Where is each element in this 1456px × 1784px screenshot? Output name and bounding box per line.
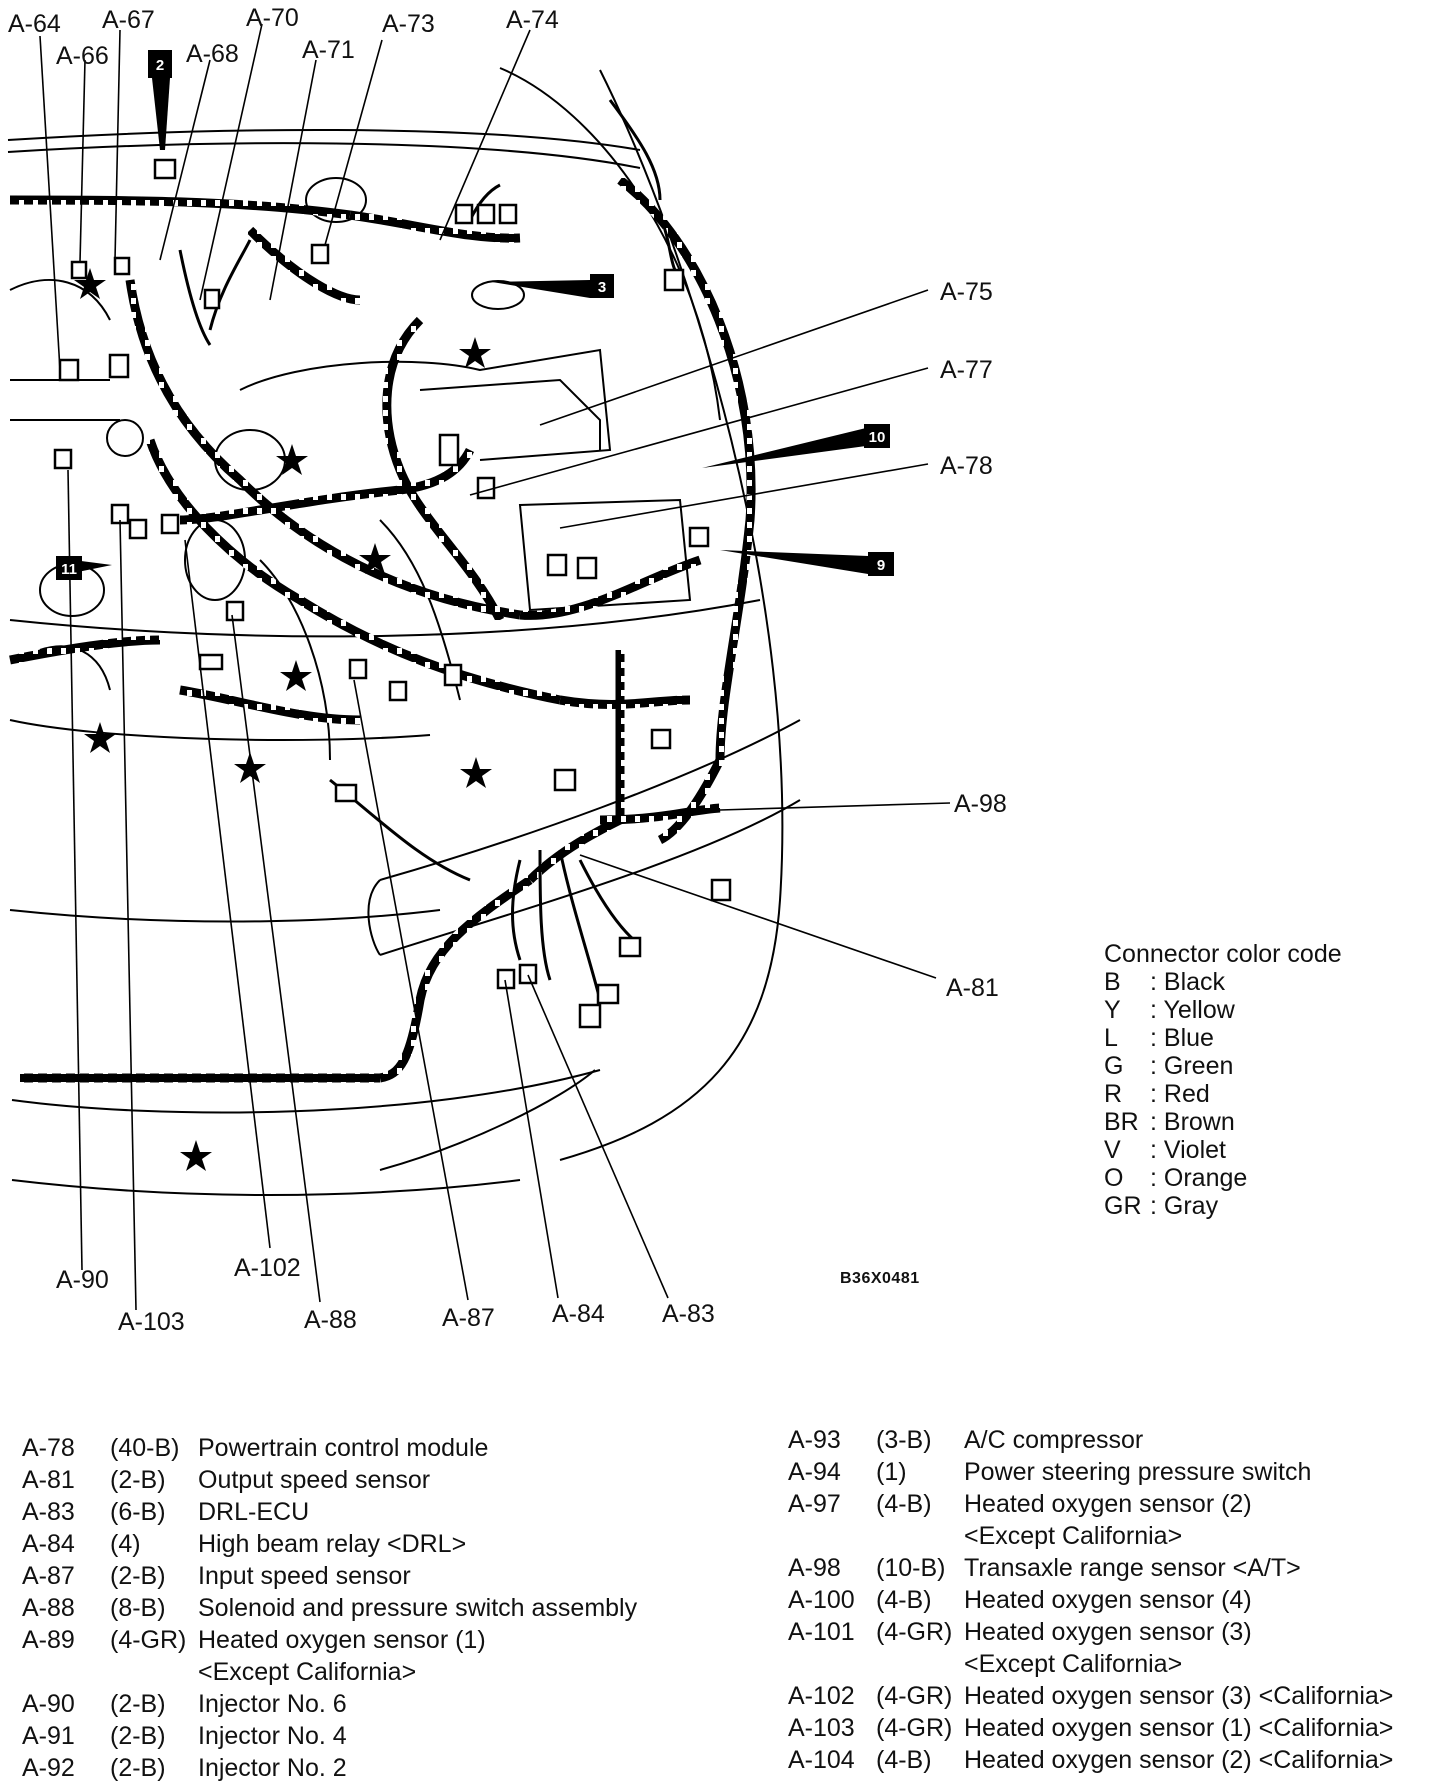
label-a67: A-67 — [102, 6, 155, 34]
connector-description: Transaxle range sensor <A/T> — [964, 1554, 1301, 1582]
connector-id: A-88 — [22, 1594, 75, 1622]
connector-row — [788, 1552, 1393, 1584]
connector-description: Injector No. 2 — [198, 1754, 347, 1782]
connector-pins: (4-GR) — [876, 1714, 953, 1742]
label-a68: A-68 — [186, 40, 239, 68]
connector-pins: (3-B) — [876, 1426, 932, 1454]
callout-11: 11 — [61, 561, 77, 578]
connector-description: Injector No. 4 — [198, 1722, 347, 1750]
connector-description: Injector No. 6 — [198, 1690, 347, 1718]
connector-row — [788, 1488, 1393, 1520]
connector-row-continuation — [788, 1520, 1393, 1552]
label-a81: A-81 — [946, 974, 999, 1002]
legend-color-name: : Gray — [1150, 1192, 1219, 1220]
connector-pins: (4-B) — [876, 1746, 932, 1774]
callout-2: 2 — [155, 57, 165, 74]
legend-code: GR — [1104, 1192, 1142, 1220]
connector-row — [788, 1680, 1393, 1712]
legend-code: R — [1104, 1080, 1123, 1108]
legend-row — [1104, 1192, 1342, 1220]
callout-10: 10 — [868, 429, 886, 446]
connector-id: A-90 — [22, 1690, 75, 1718]
label-a71: A-71 — [302, 36, 355, 64]
connector-row — [22, 1560, 637, 1592]
connector-pins: (4-B) — [876, 1490, 932, 1518]
connector-pins: (2-B) — [110, 1690, 166, 1718]
star-markers — [74, 268, 492, 1171]
connector-pins: (4-GR) — [110, 1626, 187, 1654]
connector-pins: (1) — [876, 1458, 907, 1486]
connector-description: Heated oxygen sensor (2) — [964, 1490, 1252, 1518]
connector-pins: (10-B) — [876, 1554, 946, 1582]
legend-row — [1104, 1136, 1342, 1164]
connector-description: Heated oxygen sensor (1) — [198, 1626, 486, 1654]
legend-color-name: : Brown — [1150, 1108, 1235, 1136]
connector-description: Heated oxygen sensor (4) — [964, 1586, 1252, 1614]
connector-description-note: <Except California> — [964, 1522, 1183, 1550]
label-a64: A-64 — [8, 10, 61, 38]
legend-color-name: : Orange — [1150, 1164, 1248, 1192]
connector-pins: (40-B) — [110, 1434, 180, 1462]
connector-row — [22, 1432, 637, 1464]
connector-row — [22, 1720, 637, 1752]
legend-color-name: : Yellow — [1150, 996, 1235, 1024]
connector-row-continuation — [22, 1656, 637, 1688]
connector-id: A-94 — [788, 1458, 841, 1486]
connector-pins: (4-GR) — [876, 1682, 953, 1710]
connector-row — [22, 1688, 637, 1720]
label-a103: A-103 — [118, 1308, 185, 1336]
legend-color-name: : Blue — [1150, 1024, 1214, 1052]
connector-description: A/C compressor — [964, 1426, 1144, 1454]
legend-row — [1104, 996, 1342, 1024]
connector-id: A-102 — [788, 1682, 855, 1710]
label-a102: A-102 — [234, 1254, 301, 1282]
connector-row — [22, 1624, 637, 1656]
connector-row — [788, 1424, 1393, 1456]
legend-code: L — [1104, 1024, 1118, 1052]
connector-description: Heated oxygen sensor (2) <California> — [964, 1746, 1394, 1774]
callout-9: 9 — [876, 557, 886, 574]
connector-id: A-81 — [22, 1466, 75, 1494]
legend-code: O — [1104, 1164, 1124, 1192]
connector-row-continuation — [788, 1648, 1393, 1680]
label-a75: A-75 — [940, 278, 993, 306]
connector-pins: (2-B) — [110, 1562, 166, 1590]
legend-row — [1104, 968, 1342, 996]
connector-description: Output speed sensor — [198, 1466, 431, 1494]
connector-description: Heated oxygen sensor (1) <California> — [964, 1714, 1394, 1742]
legend-code: B — [1104, 968, 1121, 996]
legend-code: V — [1104, 1136, 1121, 1164]
connector-row — [22, 1752, 637, 1784]
connector-description-note: <Except California> — [198, 1658, 417, 1686]
connector-description: High beam relay <DRL> — [198, 1530, 467, 1558]
legend-row — [1104, 1164, 1342, 1192]
label-a74: A-74 — [506, 6, 559, 34]
connector-id: A-92 — [22, 1754, 75, 1782]
connector-row — [22, 1496, 637, 1528]
label-a70: A-70 — [246, 4, 299, 32]
connector-pins: (4-GR) — [876, 1618, 953, 1646]
legend-color-name: : Green — [1150, 1052, 1234, 1080]
connector-id: A-104 — [788, 1746, 855, 1774]
connector-pins: (6-B) — [110, 1498, 166, 1526]
label-a77: A-77 — [940, 356, 993, 384]
connector-list-left — [22, 1432, 637, 1784]
connector-pins: (2-B) — [110, 1466, 166, 1494]
label-a84: A-84 — [552, 1300, 605, 1328]
connector-row — [22, 1592, 637, 1624]
connector-row — [788, 1744, 1393, 1776]
connector-description: Heated oxygen sensor (3) <California> — [964, 1682, 1394, 1710]
label-a87: A-87 — [442, 1304, 495, 1332]
legend-title: Connector color code — [1104, 940, 1342, 968]
connector-id: A-100 — [788, 1586, 855, 1614]
connector-id: A-87 — [22, 1562, 75, 1590]
connector-id: A-93 — [788, 1426, 841, 1454]
connector-description: Power steering pressure switch — [964, 1458, 1312, 1486]
figure-code: B36X0481 — [840, 1270, 920, 1287]
legend-code: Y — [1104, 996, 1121, 1024]
label-a83: A-83 — [662, 1300, 715, 1328]
label-a88: A-88 — [304, 1306, 357, 1334]
connector-pins: (2-B) — [110, 1754, 166, 1782]
legend-row — [1104, 1108, 1342, 1136]
label-a98: A-98 — [954, 790, 1007, 818]
connector-row — [788, 1712, 1393, 1744]
connector-description: Solenoid and pressure switch assembly — [198, 1594, 638, 1622]
connector-list-right — [788, 1424, 1393, 1776]
legend-row — [1104, 1080, 1342, 1108]
connector-row — [22, 1464, 637, 1496]
connector-pins: (2-B) — [110, 1722, 166, 1750]
connector-id: A-78 — [22, 1434, 75, 1462]
connector-pins: (8-B) — [110, 1594, 166, 1622]
legend-code: G — [1104, 1052, 1124, 1080]
label-a90: A-90 — [56, 1266, 109, 1294]
legend-color-name: : Red — [1150, 1080, 1210, 1108]
callout-3: 3 — [597, 279, 607, 296]
connector-id: A-91 — [22, 1722, 75, 1750]
label-a78: A-78 — [940, 452, 993, 480]
legend-color-name: : Violet — [1150, 1136, 1226, 1164]
connector-description: Heated oxygen sensor (3) — [964, 1618, 1252, 1646]
label-a66: A-66 — [56, 42, 109, 70]
connector-id: A-89 — [22, 1626, 75, 1654]
label-a73: A-73 — [382, 10, 435, 38]
connector-row — [788, 1584, 1393, 1616]
connector-description-note: <Except California> — [964, 1650, 1183, 1678]
connector-id: A-84 — [22, 1530, 75, 1558]
legend-color-name: : Black — [1150, 968, 1226, 996]
connector-id: A-83 — [22, 1498, 75, 1526]
legend-code: BR — [1104, 1108, 1139, 1136]
connector-description: Input speed sensor — [198, 1562, 411, 1590]
connector-row — [788, 1616, 1393, 1648]
connector-pins: (4-B) — [876, 1586, 932, 1614]
connector-id: A-98 — [788, 1554, 841, 1582]
connector-description: DRL-ECU — [198, 1498, 310, 1526]
vehicle-outline — [8, 68, 800, 1195]
connector-description: Powertrain control module — [198, 1434, 489, 1462]
connector-id: A-97 — [788, 1490, 841, 1518]
connector-row — [788, 1456, 1393, 1488]
connector-id: A-101 — [788, 1618, 855, 1646]
connector-id: A-103 — [788, 1714, 855, 1742]
legend-row — [1104, 1024, 1342, 1052]
connector-row — [22, 1528, 637, 1560]
connector-pins: (4) — [110, 1530, 141, 1558]
legend-row — [1104, 1052, 1342, 1080]
connector-color-legend — [1104, 940, 1342, 1220]
